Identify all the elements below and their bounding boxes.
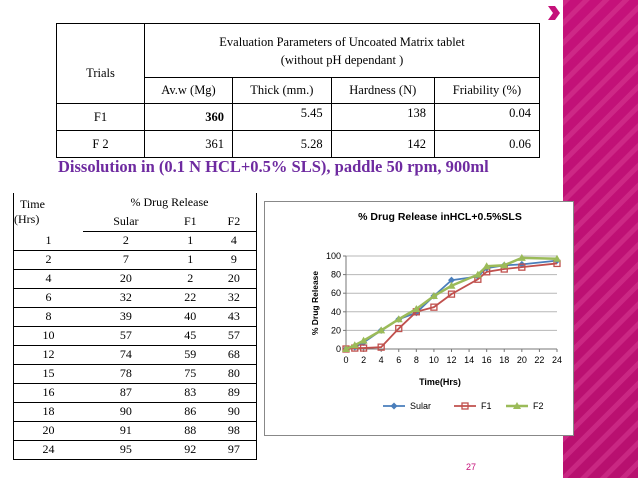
release-cell: 74 [83, 345, 169, 364]
table-row [14, 345, 257, 364]
series-line-f1 [346, 263, 557, 349]
table-row [14, 383, 257, 402]
y-tick-label: 0 [335, 344, 341, 354]
release-cell: 87 [83, 383, 169, 402]
time-cell: 16 [14, 383, 83, 402]
time-cell: 8 [14, 307, 83, 326]
table-row [14, 402, 257, 421]
time-cell: 1 [14, 231, 83, 250]
release-cell: 4 [212, 231, 257, 250]
x-tick-label: 8 [413, 355, 419, 365]
hardness-value: 138 [407, 105, 426, 120]
x-tick-label: 14 [464, 355, 475, 365]
avw-cell: 360 [145, 104, 233, 131]
time-header [14, 193, 83, 231]
time-cell: 18 [14, 402, 83, 421]
x-tick-label: 2 [361, 355, 367, 365]
release-cell: 59 [169, 345, 212, 364]
y-axis-label: % Drug Release [310, 270, 320, 336]
time-cell: 4 [14, 269, 83, 288]
table-row [14, 364, 257, 383]
sub-header: F2 [212, 212, 257, 231]
x-axis-label: Time(Hrs) [419, 377, 461, 387]
release-cell: 57 [83, 326, 169, 345]
series-line-f2 [346, 258, 557, 349]
time-header-line-1: Time [20, 197, 45, 211]
page-number: 27 [466, 462, 477, 472]
release-cell: 78 [83, 364, 169, 383]
time-cell: 20 [14, 421, 83, 440]
legend-label: F1 [481, 401, 492, 411]
x-tick-label: 6 [396, 355, 402, 365]
x-tick-label: 4 [378, 355, 384, 365]
release-cell: 1 [169, 250, 212, 269]
release-cell: 9 [212, 250, 257, 269]
legend-marker [391, 403, 398, 410]
column-header: Friability (%) [434, 78, 539, 104]
x-tick-label: 0 [343, 355, 349, 365]
row-label: F1 [57, 104, 145, 131]
time-cell: 2 [14, 250, 83, 269]
column-header: Thick (mm.) [232, 78, 331, 104]
release-cell: 20 [212, 269, 257, 288]
release-cell: 20 [83, 269, 169, 288]
row-label: F 2 [57, 131, 145, 158]
x-tick-label: 20 [516, 355, 527, 365]
release-cell: 90 [83, 402, 169, 421]
x-tick-label: 22 [534, 355, 545, 365]
release-table-header-row [14, 193, 257, 212]
table-row [14, 269, 257, 288]
dissolution-conditions-text: Dissolution in (0.1 N HCL+0.5% SLS), paddle 50 rpm, 900ml [58, 157, 489, 176]
chevron-right-icon [545, 4, 563, 22]
legend-label: F2 [533, 401, 544, 411]
release-cell: 80 [212, 364, 257, 383]
drug-release-group-header: % Drug Release [83, 193, 257, 212]
friability-cell: 0.06 [434, 131, 539, 158]
table-row [14, 421, 257, 440]
release-cell: 90 [212, 402, 257, 421]
time-cell: 24 [14, 440, 83, 459]
column-header: Hardness (N) [331, 78, 434, 104]
release-cell: 68 [212, 345, 257, 364]
time-header-line-2: (Hrs) [14, 212, 40, 226]
release-cell: 91 [83, 421, 169, 440]
drug-release-table [13, 193, 257, 460]
friability-value: 0.04 [509, 105, 531, 120]
release-cell: 40 [169, 307, 212, 326]
release-cell: 22 [169, 288, 212, 307]
release-cell: 39 [83, 307, 169, 326]
release-cell: 7 [83, 250, 169, 269]
release-cell: 1 [169, 231, 212, 250]
y-tick-label: 40 [330, 306, 341, 317]
release-cell: 88 [169, 421, 212, 440]
legend-label: Sular [410, 401, 432, 411]
table-row [14, 231, 257, 250]
hardness-cell: 142 [331, 131, 434, 158]
release-cell: 57 [212, 326, 257, 345]
thick-cell: 5.28 [232, 131, 331, 158]
table-row [57, 104, 540, 131]
table-row [14, 307, 257, 326]
y-tick-label: 20 [330, 325, 341, 336]
release-cell: 43 [212, 307, 257, 326]
y-tick-label: 80 [330, 269, 341, 280]
time-cell: 6 [14, 288, 83, 307]
x-tick-label: 18 [499, 355, 510, 365]
table-row [14, 440, 257, 459]
chart-canvas [265, 202, 575, 437]
hardness-cell [331, 104, 434, 131]
evaluation-table-title [145, 24, 540, 78]
release-cell: 75 [169, 364, 212, 383]
release-cell: 86 [169, 402, 212, 421]
release-cell: 92 [169, 440, 212, 459]
time-cell: 10 [14, 326, 83, 345]
y-tick-label: 60 [330, 288, 341, 299]
x-tick-label: 12 [446, 355, 457, 365]
release-cell: 97 [212, 440, 257, 459]
drug-release-chart [264, 201, 574, 436]
y-tick-label: 100 [325, 251, 341, 261]
x-tick-label: 16 [481, 355, 492, 365]
thick-cell [232, 104, 331, 131]
table-row [14, 250, 257, 269]
column-header: Av.w (Mg) [145, 78, 233, 104]
avw-cell: 361 [145, 131, 233, 158]
release-cell: 45 [169, 326, 212, 345]
time-cell: 12 [14, 345, 83, 364]
release-cell: 2 [83, 231, 169, 250]
evaluation-parameters-table [56, 23, 540, 158]
title-line-2: (without pH dependant ) [280, 52, 404, 67]
time-cell: 15 [14, 364, 83, 383]
table-row [14, 288, 257, 307]
release-cell: 95 [83, 440, 169, 459]
release-cell: 2 [169, 269, 212, 288]
sub-header: F1 [169, 212, 212, 231]
chart-title: % Drug Release inHCL+0.5%SLS [358, 211, 522, 223]
release-table-body [14, 231, 257, 459]
release-cell: 32 [83, 288, 169, 307]
trials-header: Trials [57, 24, 145, 104]
release-cell: 32 [212, 288, 257, 307]
release-cell: 89 [212, 383, 257, 402]
thick-value: 5.45 [300, 105, 323, 120]
table-row [57, 131, 540, 158]
release-cell: 83 [169, 383, 212, 402]
series-line-sular [346, 261, 557, 349]
table-row [14, 326, 257, 345]
friability-cell [434, 104, 539, 131]
release-cell: 98 [212, 421, 257, 440]
sub-header: Sular [83, 212, 169, 231]
title-line-1: Evaluation Parameters of Uncoated Matrix tablet [219, 34, 465, 49]
x-tick-label: 10 [428, 355, 439, 365]
x-tick-label: 24 [551, 355, 563, 365]
